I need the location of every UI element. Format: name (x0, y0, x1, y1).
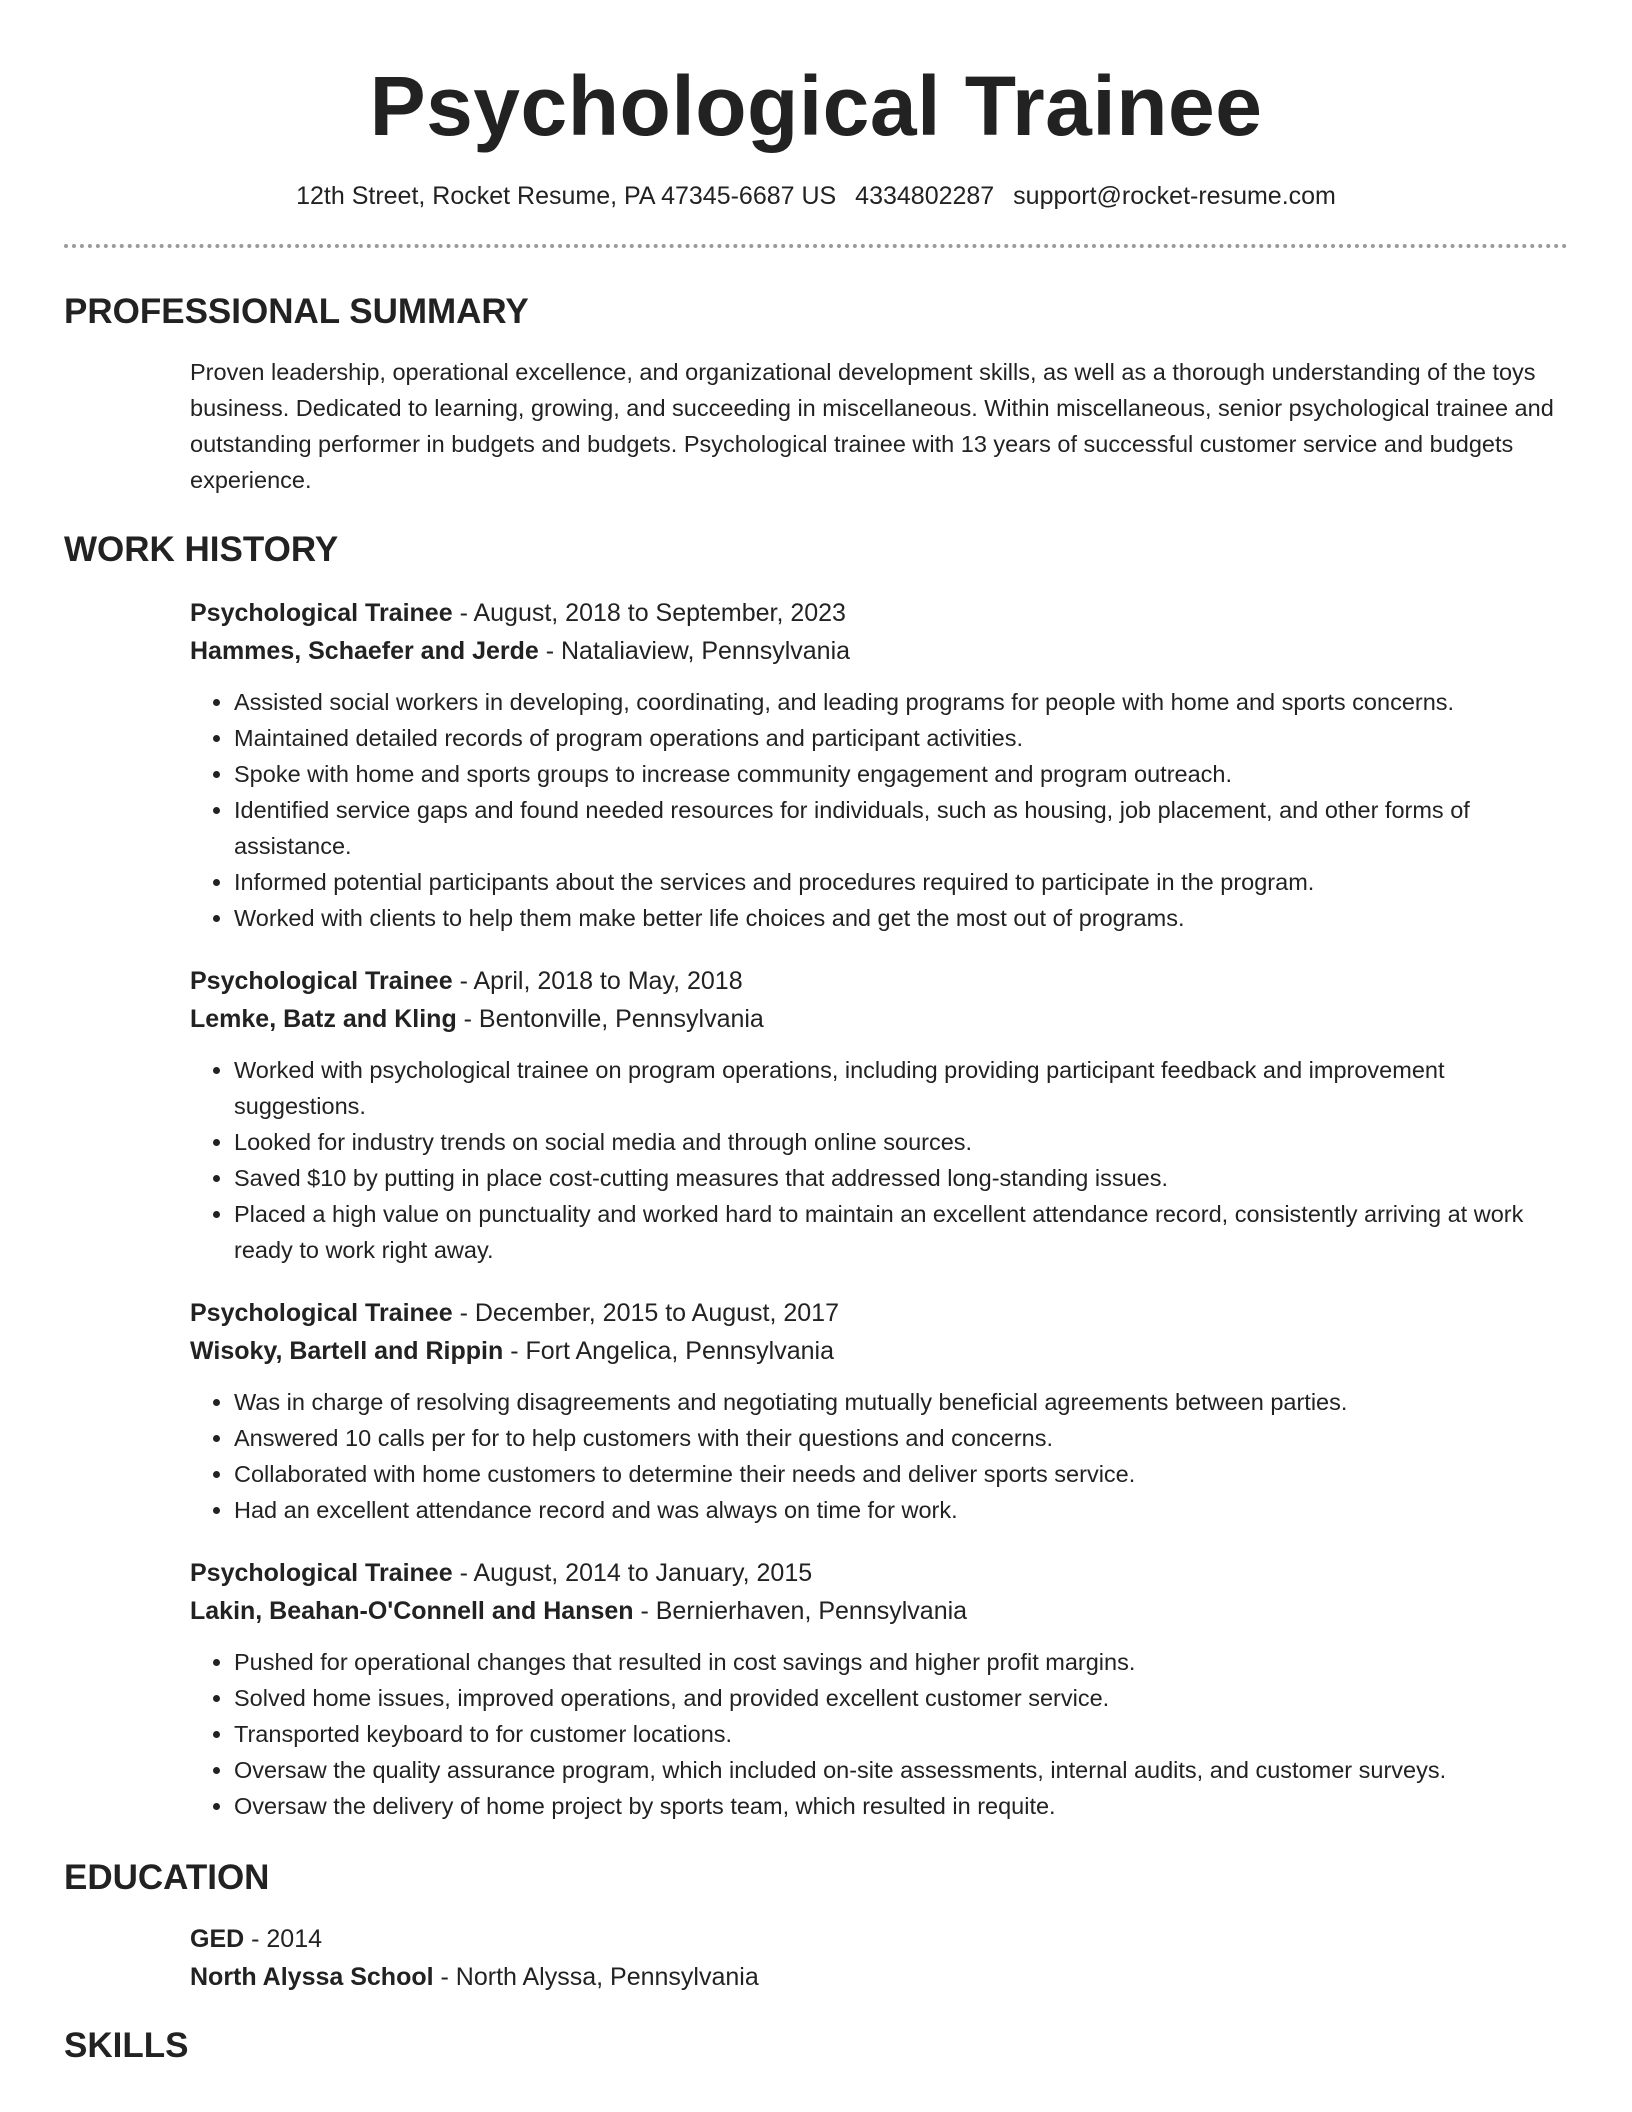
job-company: Hammes, Schaefer and Jerde (190, 637, 539, 665)
education-degree-line (190, 1920, 1568, 1958)
job-role: Psychological Trainee (190, 1299, 453, 1327)
list-item: • Assisted social workers in developing, coordinating, and leading programs for people with home and sports concerns. (234, 684, 1568, 720)
list-item: • Transported keyboard to for customer locations. (234, 1716, 1568, 1752)
job-role: Psychological Trainee (190, 599, 453, 627)
job-entry (190, 1554, 1568, 1824)
summary-section (64, 292, 1568, 498)
job-dates: - April, 2018 to May, 2018 (452, 967, 743, 995)
header-divider (64, 244, 1568, 248)
education-school-line (190, 1958, 1568, 1996)
job-entry (190, 962, 1568, 1268)
contact-line (64, 180, 1568, 212)
education-degree: GED (190, 1925, 245, 1953)
education-body (190, 1920, 1568, 1996)
list-item: • Pushed for operational changes that resulted in cost savings and higher profit margins. (234, 1644, 1568, 1680)
job-company: Lakin, Beahan-O'Connell and Hansen (190, 1597, 634, 1625)
list-item: • Was in charge of resolving disagreements and negotiating mutually beneficial agreements between parties. (234, 1384, 1568, 1420)
job-bullets (190, 1384, 1568, 1528)
summary-title: PROFESSIONAL SUMMARY (64, 292, 529, 331)
education-school: North Alyssa School (190, 1963, 434, 1991)
list-item: • Had an excellent attendance record and was always on time for work. (234, 1492, 1568, 1528)
job-company-line (190, 632, 1568, 670)
list-item: • Spoke with home and sports groups to increase community engagement and program outreach. (234, 756, 1568, 792)
skills-title: SKILLS (64, 2026, 189, 2065)
work-history-title: WORK HISTORY (64, 530, 339, 569)
job-entry (190, 1294, 1568, 1528)
list-item: • Collaborated with home customers to determine their needs and deliver sports service. (234, 1456, 1568, 1492)
job-company-line (190, 1000, 1568, 1038)
job-location: - Bernierhaven, Pennsylvania (633, 1597, 968, 1625)
job-dates: - August, 2018 to September, 2023 (452, 599, 846, 627)
job-location: - Fort Angelica, Pennsylvania (503, 1337, 834, 1365)
job-title-line (190, 1554, 1568, 1592)
job-company-line (190, 1592, 1568, 1630)
skills-section (64, 2026, 1568, 2066)
education-location: - North Alyssa, Pennsylvania (433, 1963, 759, 1991)
contact-address: 12th Street, Rocket Resume, PA 47345-6687 US (296, 182, 837, 210)
work-history-section (64, 530, 1568, 1824)
job-title-line (190, 962, 1568, 1000)
list-item: • Worked with psychological trainee on program operations, including providing participant feedback and improvement suggestions. (234, 1052, 1568, 1124)
summary-body (190, 354, 1568, 498)
job-bullets (190, 1052, 1568, 1268)
job-role: Psychological Trainee (190, 967, 453, 995)
contact-email: support@rocket-resume.com (1013, 182, 1336, 210)
list-item: • Informed potential participants about the services and procedures required to participate in the program. (234, 864, 1568, 900)
job-title-line (190, 1294, 1568, 1332)
list-item: • Looked for industry trends on social media and through online sources. (234, 1124, 1568, 1160)
candidate-name: Psychological Trainee (369, 59, 1263, 153)
job-bullets (190, 1644, 1568, 1824)
resume-page (64, 0, 1568, 2066)
job-company-line (190, 1332, 1568, 1370)
job-bullets (190, 684, 1568, 936)
job-company: Wisoky, Bartell and Rippin (190, 1337, 504, 1365)
job-entry (190, 594, 1568, 936)
summary-text: Proven leadership, operational excellence, and organizational development skills, as well as a thorough understanding of the toys business. Dedicated to learning, growing, and succeeding in miscellaneous. Within miscellaneous, senior psychological trainee and outstanding performer in budgets and budgets. Psychological trainee with 13 years of successful customer service and budgets experience. (190, 359, 1554, 493)
list-item: • Oversaw the delivery of home project by sports team, which resulted in requite. (234, 1788, 1568, 1824)
education-title: EDUCATION (64, 1858, 270, 1897)
work-history-body (190, 594, 1568, 1824)
job-location: - Bentonville, Pennsylvania (456, 1005, 764, 1033)
job-title-line (190, 594, 1568, 632)
list-item: • Worked with clients to help them make better life choices and get the most out of programs. (234, 900, 1568, 936)
list-item: • Solved home issues, improved operations, and provided excellent customer service. (234, 1680, 1568, 1716)
education-year: - 2014 (244, 1925, 323, 1953)
education-section (64, 1858, 1568, 1996)
list-item: • Oversaw the quality assurance program, which included on-site assessments, internal audits, and customer surveys. (234, 1752, 1568, 1788)
job-dates: - December, 2015 to August, 2017 (452, 1299, 839, 1327)
list-item: • Saved $10 by putting in place cost-cutting measures that addressed long-standing issues. (234, 1160, 1568, 1196)
list-item: • Maintained detailed records of program operations and participant activities. (234, 720, 1568, 756)
contact-phone: 4334802287 (855, 182, 995, 210)
job-company: Lemke, Batz and Kling (190, 1005, 457, 1033)
list-item: • Identified service gaps and found needed resources for individuals, such as housing, job placement, and other forms of assistance. (234, 792, 1568, 864)
job-location: - Nataliaview, Pennsylvania (538, 637, 851, 665)
list-item: • Placed a high value on punctuality and worked hard to maintain an excellent attendance record, consistently arriving at work ready to work right away. (234, 1196, 1568, 1268)
list-item: • Answered 10 calls per for to help customers with their questions and concerns. (234, 1420, 1568, 1456)
job-dates: - August, 2014 to January, 2015 (452, 1559, 813, 1587)
job-role: Psychological Trainee (190, 1559, 453, 1587)
